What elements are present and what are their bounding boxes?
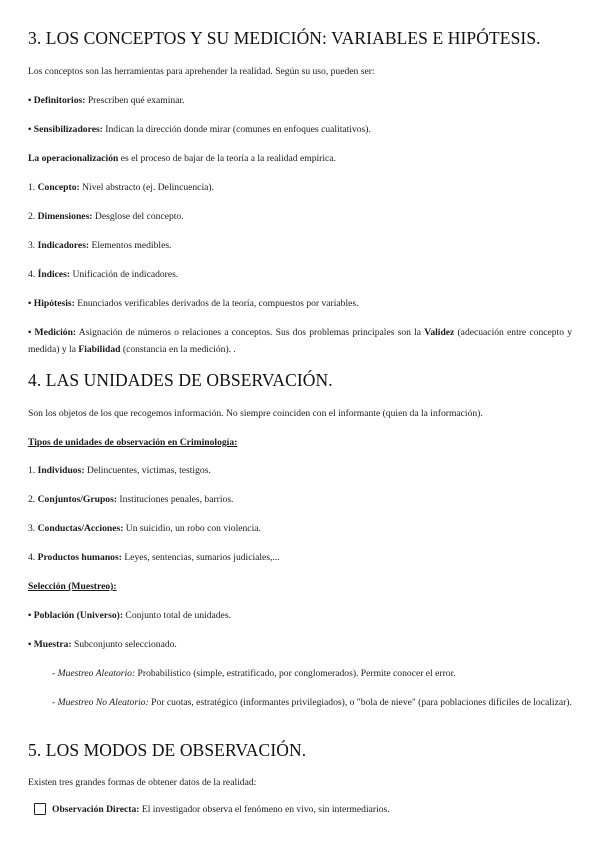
validez-term: Validez — [424, 327, 455, 338]
tipo-number: 4. — [28, 552, 38, 563]
tipos-heading-text: Tipos de unidades de observación en Criminología: — [28, 437, 238, 448]
step-term: Índices: — [37, 269, 71, 280]
aleatorio-text: Probabilístico (simple, estratificado, por conglomerados). Permite conocer el error. — [135, 668, 456, 679]
poblacion-text: Conjunto total de unidades. — [123, 610, 231, 621]
s5-intro: Existen tres grandes formas de obtener datos de la realidad: — [28, 777, 257, 788]
section-4-heading: 4. LAS UNIDADES DE OBSERVACIÓN. — [28, 370, 333, 390]
step-number: 4. — [28, 269, 38, 280]
no-aleatorio-dash: - — [52, 697, 58, 708]
step-item — [28, 179, 572, 196]
step-term: Dimensiones: — [37, 211, 93, 222]
tipo-number: 2. — [28, 494, 38, 505]
section-5-heading: 5. LOS MODOS DE OBSERVACIÓN. — [28, 740, 307, 760]
seleccion-heading — [28, 578, 572, 595]
poblacion-term: • Población (Universo): — [28, 610, 124, 621]
tipo-text: Delincuentes, víctimas, testigos. — [84, 465, 211, 476]
sensibilizadores-item — [28, 121, 572, 138]
sensibilizadores-text: Indican la dirección donde mirar (comunes en enfoques cualitativos). — [102, 124, 371, 135]
medicion-term: • Medición: — [28, 327, 77, 338]
hipotesis-term: • Hipótesis: — [28, 298, 75, 309]
muestra-text: Subconjunto seleccionado. — [71, 639, 177, 650]
tipo-item — [28, 462, 572, 479]
medicion-text: Asignación de números o relaciones a conceptos. Sus dos problemas principales son la — [76, 327, 425, 338]
no-aleatorio-text: Por cuotas, estratégico (informantes privilegiados), o "bola de nieve" (para poblaciones difíciles de localizar). — [148, 697, 572, 708]
step-term: Indicadores: — [37, 240, 90, 251]
tipo-term: Conductas/Acciones: — [37, 523, 124, 534]
muestreo-aleatorio-item — [52, 665, 572, 682]
tipo-number: 3. — [28, 523, 38, 534]
muestra-term: • Muestra: — [28, 639, 72, 650]
definitorios-term: • Definitorios: — [28, 95, 86, 106]
operacionalizacion-text: es el proceso de bajar de la teoría a la realidad empírica. — [118, 153, 336, 164]
tipo-item — [28, 549, 572, 566]
hipotesis-item — [28, 295, 572, 312]
checkbox-icon[interactable] — [34, 803, 46, 815]
sensibilizadores-term: • Sensibilizadores: — [28, 124, 103, 135]
definitorios-text: Prescriben qué examinar. — [85, 95, 185, 106]
tipo-term: Productos humanos: — [37, 552, 122, 563]
seleccion-heading-text: Selección (Muestreo): — [28, 581, 117, 592]
muestreo-no-aleatorio-item — [52, 694, 572, 711]
tipo-term: Individuos: — [37, 465, 85, 476]
tipo-item — [28, 520, 572, 537]
poblacion-item — [28, 607, 572, 624]
operacionalizacion-paragraph — [28, 150, 572, 167]
aleatorio-term: Muestreo Aleatorio: — [57, 668, 136, 679]
tipo-term: Conjuntos/Grupos: — [37, 494, 118, 505]
step-item — [28, 266, 572, 283]
step-number: 1. — [28, 182, 38, 193]
step-number: 3. — [28, 240, 38, 251]
step-text: Nivel abstracto (ej. Delincuencia). — [79, 182, 214, 193]
step-term: Concepto: — [37, 182, 80, 193]
s4-intro: Son los objetos de los que recogemos información. No siempre coinciden con el informante (quien da la información). — [28, 408, 483, 419]
muestra-item — [28, 636, 572, 653]
s3-intro: Los conceptos son las herramientas para aprehender la realidad. Según su uso, pueden ser: — [28, 66, 375, 77]
hipotesis-text: Enunciados verificables derivados de la teoría, compuestos por variables. — [74, 298, 359, 309]
fiabilidad-term: Fiabilidad — [78, 344, 121, 355]
step-item — [28, 208, 572, 225]
fiabilidad-text: (constancia en la medición). . — [120, 344, 236, 355]
medicion-item — [28, 324, 572, 358]
no-aleatorio-term: Muestreo No Aleatorio: — [57, 697, 149, 708]
directa-text: El investigador observa el fenómeno en vivo, sin intermediarios. — [139, 804, 390, 815]
step-item — [28, 237, 572, 254]
tipos-heading — [28, 434, 572, 451]
validez-text: (adecuación entre concepto y medida) y la — [28, 327, 572, 355]
operacionalizacion-term: La operacionalización — [28, 153, 119, 164]
definitorios-item — [28, 92, 572, 109]
tipo-text: Un suicidio, un robo con violencia. — [123, 523, 261, 534]
tipo-text: Instituciones penales, barrios. — [117, 494, 234, 505]
tipo-number: 1. — [28, 465, 38, 476]
step-text: Desglose del concepto. — [92, 211, 184, 222]
tipo-item — [28, 491, 572, 508]
aleatorio-dash: - — [52, 668, 58, 679]
step-text: Elementos medibles. — [89, 240, 172, 251]
step-text: Unificación de indicadores. — [70, 269, 179, 280]
tipo-text: Leyes, sentencias, sumarios judiciales,... — [121, 552, 280, 563]
step-number: 2. — [28, 211, 38, 222]
observacion-directa-item — [52, 801, 572, 818]
directa-term: Observación Directa: — [52, 804, 140, 815]
section-3-heading: 3. LOS CONCEPTOS Y SU MEDICIÓN: VARIABLES E HIPÓTESIS. — [28, 28, 541, 48]
